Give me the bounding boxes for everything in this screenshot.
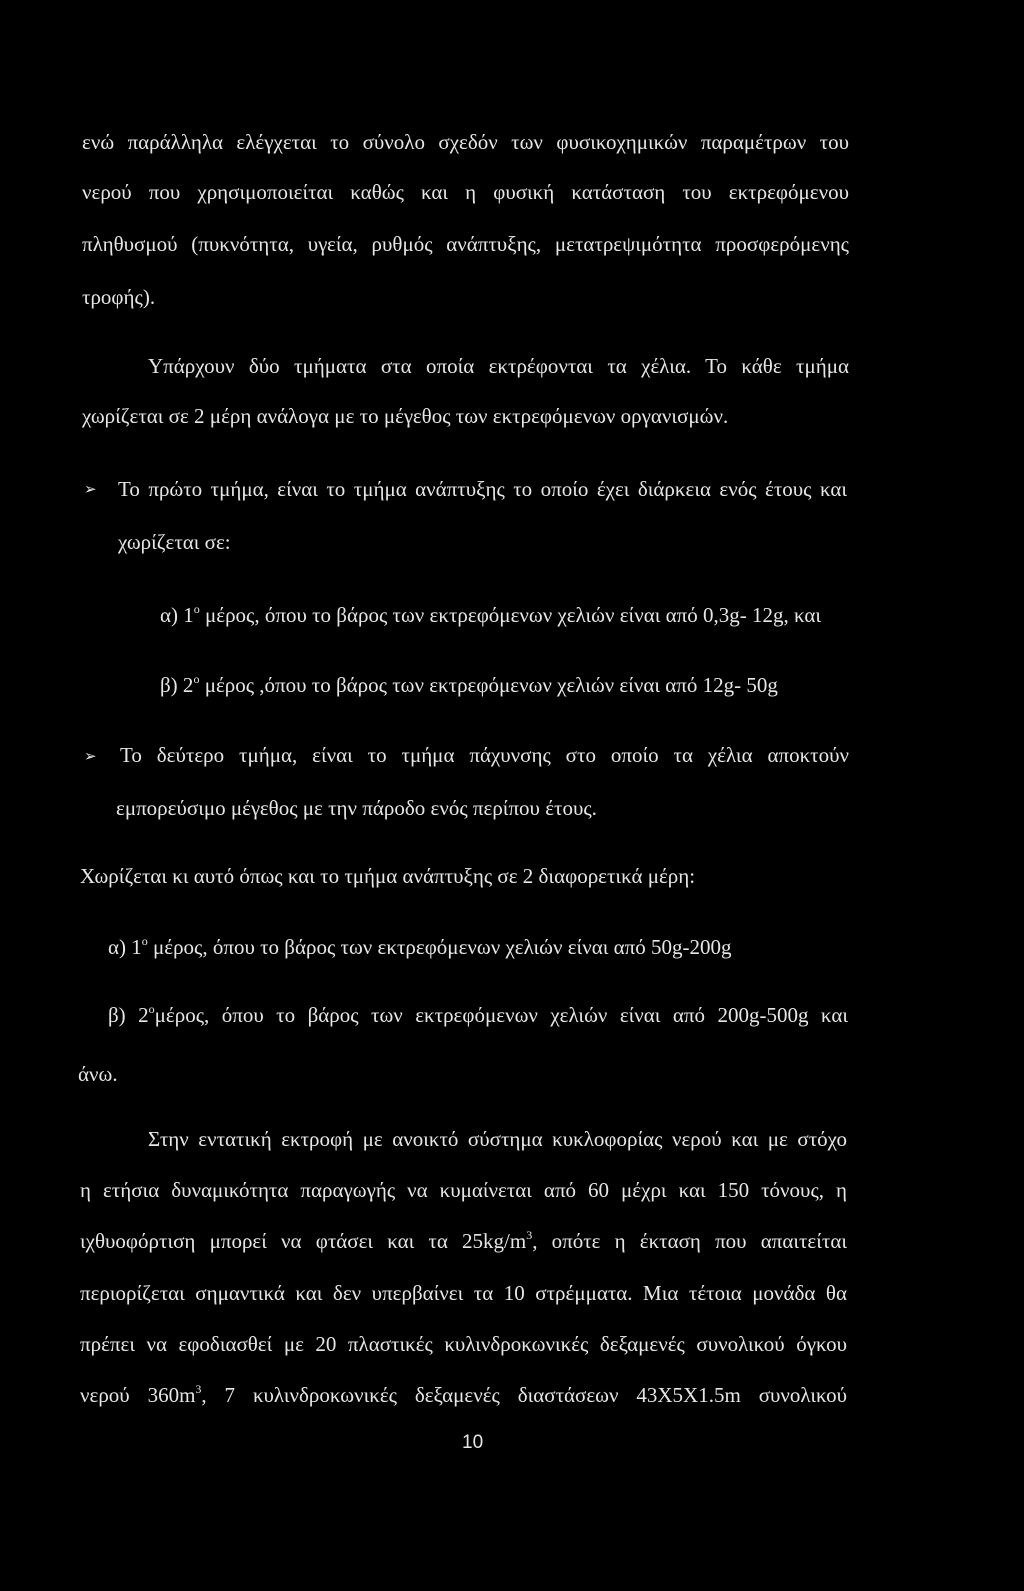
line-3-text-b: , οπότε η έκταση που απαιτείται xyxy=(532,1229,847,1253)
bullet-arrow-icon: ➢ xyxy=(84,482,97,498)
line-6-text-b: , 7 κυλινδροκωνικές δεξαμενές διαστάσεων 43Χ5Χ1.5m συνολικού xyxy=(201,1383,848,1407)
sub-b-superscript: ο xyxy=(193,672,200,686)
paragraph-4-line-2: η ετήσια δυναμικότητα παραγωγής να κυμαίνεται από 60 μέχρι και 150 τόνους, η xyxy=(80,1178,847,1202)
paragraph-4-line-1: Στην εντατική εκτροφή με ανοικτό σύστημα κυκλοφορίας νερού και με στόχο xyxy=(148,1127,847,1151)
sub-a-superscript: ο xyxy=(141,934,148,948)
bullet-2-line-1: Το δεύτερο τμήμα, είναι το τμήμα πάχυνσης στο οποίο τα χέλια αποκτούν xyxy=(120,743,849,767)
sub-b-prefix: β) 2 xyxy=(108,1003,149,1027)
sub-b-superscript: ο xyxy=(148,1002,155,1016)
paragraph-2-line-1: Υπάρχουν δύο τμήματα στα οποία εκτρέφονται τα χέλια. Το κάθε τμήμα xyxy=(148,354,849,378)
paragraph-4-line-4: περιορίζεται σημαντικά και δεν υπερβαίνει τα 10 στρέμματα. Μια τέτοια μονάδα θα xyxy=(80,1281,847,1305)
cubic-superscript: 3 xyxy=(526,1228,533,1242)
paragraph-3-sub-b xyxy=(108,1002,848,1027)
sub-b-prefix: β) 2 xyxy=(160,673,194,697)
paragraph-4-line-6 xyxy=(80,1382,848,1407)
paragraph-1-line-4: τροφής). xyxy=(82,285,156,309)
bullet-1-line-2: χωρίζεται σε: xyxy=(118,530,231,554)
line-3-text-a: ιχθυοφόρτιση μπορεί να φτάσει και τα 25kg/m xyxy=(80,1229,527,1253)
bullet-2-line-2: εμπορεύσιμο μέγεθος με την πάροδο ενός περίπου έτους. xyxy=(116,796,597,820)
sub-b-text: μέρος, όπου το βάρος των εκτρεφόμενων χελιών είναι από 200g-500g και xyxy=(154,1003,848,1027)
bullet-1-sub-a xyxy=(160,602,821,627)
paragraph-3-sub-a xyxy=(108,934,732,959)
paragraph-3-line-1: Χωρίζεται κι αυτό όπως και το τμήμα ανάπτυξης σε 2 διαφορετικά μέρη: xyxy=(80,864,696,888)
paragraph-1-line-3: πληθυσμού (πυκνότητα, υγεία, ρυθμός ανάπτυξης, μετατρεψιμότητα προσφερόμενης xyxy=(82,232,849,256)
bullet-1-sub-b xyxy=(160,672,778,697)
paragraph-1-line-1: ενώ παράλληλα ελέγχεται το σύνολο σχεδόν των φυσικοχημικών παραμέτρων του xyxy=(82,130,849,154)
line-6-text-a: νερού 360m xyxy=(80,1383,196,1407)
paragraph-4-line-3 xyxy=(80,1228,847,1253)
cubic-superscript: 3 xyxy=(195,1382,202,1396)
sub-a-prefix: α) 1 xyxy=(108,935,142,959)
sub-a-superscript: ο xyxy=(193,602,200,616)
paragraph-2-line-2: χωρίζεται σε 2 μέρη ανάλογα με το μέγεθος των εκτρεφόμενων οργανισμών. xyxy=(82,404,729,428)
paragraph-1-line-2: νερού που χρησιμοποιείται καθώς και η φυσική κατάσταση του εκτρεφόμενου xyxy=(82,180,849,204)
sub-a-prefix: α) 1 xyxy=(160,603,194,627)
sub-a-text: μέρος, όπου το βάρος των εκτρεφόμενων χελιών είναι από 50g-200g xyxy=(147,935,732,959)
sub-a-text: μέρος, όπου το βάρος των εκτρεφόμενων χελιών είναι από 0,3g- 12g, και xyxy=(199,603,821,627)
paragraph-3-end: άνω. xyxy=(78,1062,118,1086)
bullet-1-line-1: Το πρώτο τμήμα, είναι το τμήμα ανάπτυξης το οποίο έχει διάρκεια ενός έτους και xyxy=(118,477,847,501)
paragraph-4-line-5: πρέπει να εφοδιασθεί με 20 πλαστικές κυλινδροκωνικές δεξαμενές συνολικού όγκου xyxy=(80,1332,847,1356)
sub-b-text: μέρος ,όπου το βάρος των εκτρεφόμενων χελιών είναι από 12g- 50g xyxy=(199,673,778,697)
page-number: 10 xyxy=(462,1432,484,1453)
bullet-arrow-icon: ➢ xyxy=(84,749,97,765)
